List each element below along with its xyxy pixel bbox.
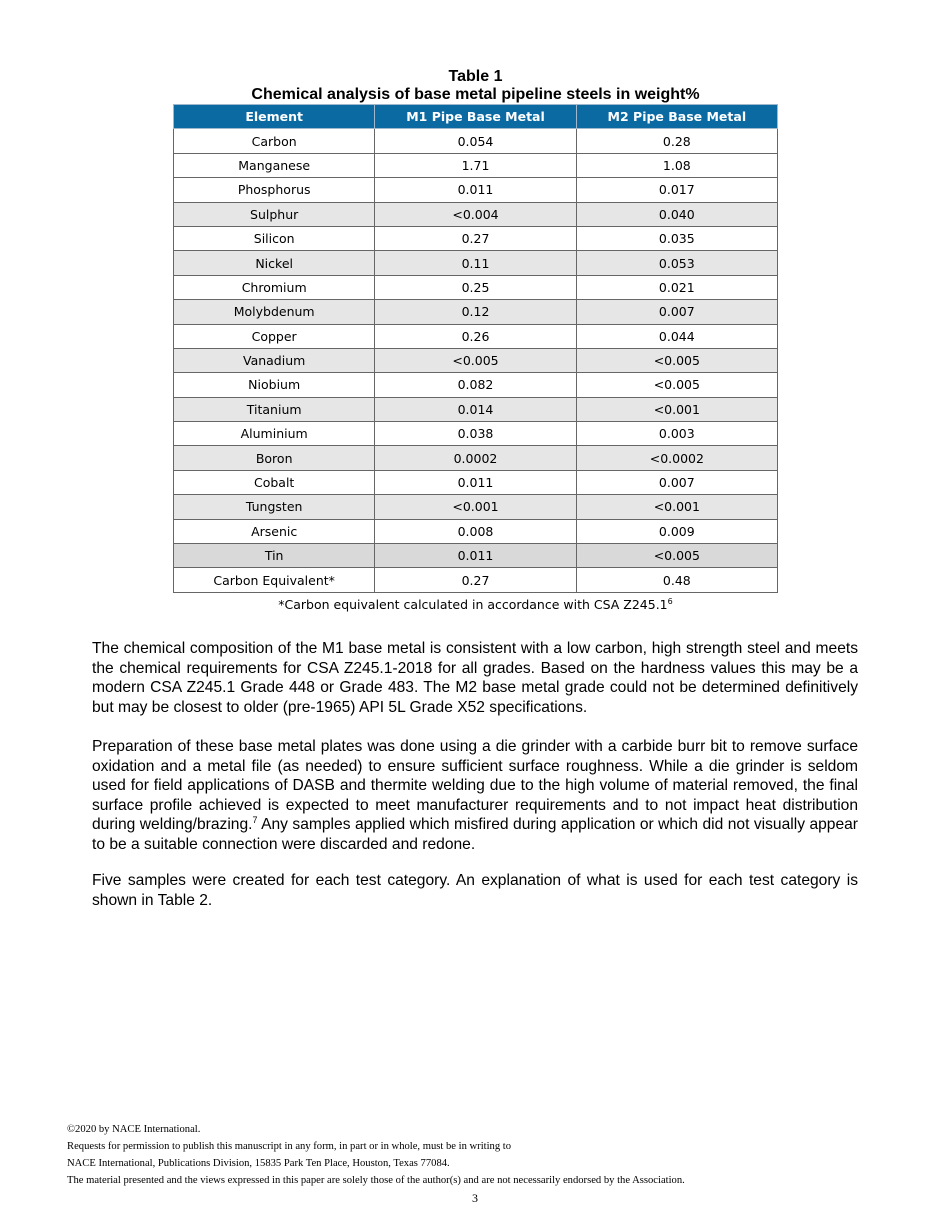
cell-element: Molybdenum [174, 300, 375, 324]
table-row [174, 544, 778, 568]
page-footer [67, 1121, 685, 1189]
cell-m2-value: 0.040 [576, 202, 777, 226]
cell-m2-value: <0.005 [576, 348, 777, 372]
cell-element: Titanium [174, 397, 375, 421]
table-row [174, 397, 778, 421]
cell-m2-value: 0.007 [576, 470, 777, 494]
cell-m1-value: 0.038 [375, 422, 576, 446]
footer-permission-line: Requests for permission to publish this manuscript in any form, in part or in whole, must be in writing to [67, 1141, 512, 1152]
table-row [174, 495, 778, 519]
table-footnote-ref: 6 [667, 597, 673, 606]
table-row [174, 446, 778, 470]
cell-element: Carbon Equivalent* [174, 568, 375, 592]
cell-m1-value: 0.011 [375, 470, 576, 494]
cell-m1-value: 0.26 [375, 324, 576, 348]
paragraph-preparation-ref: 7 [252, 814, 258, 825]
cell-m2-value: 0.003 [576, 422, 777, 446]
table-row [174, 129, 778, 153]
cell-m2-value: <0.005 [576, 544, 777, 568]
table-row [174, 178, 778, 202]
cell-element: Silicon [174, 226, 375, 250]
cell-element: Vanadium [174, 348, 375, 372]
table-row [174, 422, 778, 446]
paragraph-composition: The chemical composition of the M1 base metal is consistent with a low carbon, high strength steel and meets the chemical requirements for CSA Z245.1-2018 for all grades. Based on the hardness values this may be a modern CSA Z245.1 Grade 448 or Grade 483. The M2 base metal grade could not be determined definitively but may be closest to older (pre-1965) API 5L Grade X52 specifications. [92, 640, 858, 716]
cell-m2-value: 0.035 [576, 226, 777, 250]
table-footnote-text: *Carbon equivalent calculated in accordance with CSA Z245.1 [278, 597, 668, 613]
cell-m2-value: 0.017 [576, 178, 777, 202]
cell-m2-value: <0.001 [576, 495, 777, 519]
cell-m1-value: 0.11 [375, 251, 576, 275]
cell-m1-value: 0.011 [375, 178, 576, 202]
cell-m2-value: <0.005 [576, 373, 777, 397]
cell-element: Niobium [174, 373, 375, 397]
table-caption-number: Table 1 [448, 68, 503, 85]
table-row [174, 470, 778, 494]
paragraph-samples: Five samples were created for each test category. An explanation of what is used for each test category is shown in Table 2. [92, 872, 858, 909]
cell-m2-value: 1.08 [576, 153, 777, 177]
table-row [174, 373, 778, 397]
table-row [174, 568, 778, 592]
cell-m1-value: 0.011 [375, 544, 576, 568]
cell-m1-value: <0.004 [375, 202, 576, 226]
cell-element: Aluminium [174, 422, 375, 446]
footer-disclaimer-line: The material presented and the views expressed in this paper are solely those of the author(s) and are not necessarily endorsed by the Association. [67, 1175, 685, 1186]
cell-element: Copper [174, 324, 375, 348]
cell-m1-value: 0.27 [375, 568, 576, 592]
cell-element: Tin [174, 544, 375, 568]
table-row [174, 226, 778, 250]
table-row [174, 519, 778, 543]
cell-element: Nickel [174, 251, 375, 275]
cell-m2-value: <0.001 [576, 397, 777, 421]
chemical-analysis-table [173, 104, 778, 593]
table-caption-title: Chemical analysis of base metal pipeline steels in weight% [251, 86, 700, 103]
paragraph-preparation [92, 737, 858, 854]
table-row [174, 324, 778, 348]
header-m1: M1 Pipe Base Metal [375, 105, 576, 129]
footer-copyright: ©2020 by NACE International. [67, 1124, 201, 1135]
cell-m1-value: 0.0002 [375, 446, 576, 470]
header-element: Element [174, 105, 375, 129]
cell-element: Tungsten [174, 495, 375, 519]
cell-m2-value: 0.28 [576, 129, 777, 153]
header-m2: M2 Pipe Base Metal [576, 105, 777, 129]
cell-m2-value: 0.009 [576, 519, 777, 543]
paragraph-preparation-text-b: Any samples applied which misfired during application or which did not visually appear to be a suitable connection were discarded and redone. [92, 816, 859, 853]
cell-m2-value: 0.007 [576, 300, 777, 324]
cell-element: Sulphur [174, 202, 375, 226]
cell-element: Arsenic [174, 519, 375, 543]
cell-element: Carbon [174, 129, 375, 153]
cell-m1-value: <0.005 [375, 348, 576, 372]
cell-element: Boron [174, 446, 375, 470]
cell-element: Chromium [174, 275, 375, 299]
cell-element: Cobalt [174, 470, 375, 494]
page-number: 3 [472, 1191, 478, 1205]
cell-m1-value: 0.27 [375, 226, 576, 250]
cell-m2-value: 0.48 [576, 568, 777, 592]
cell-m1-value: 0.12 [375, 300, 576, 324]
table-header-row [174, 105, 778, 129]
cell-element: Manganese [174, 153, 375, 177]
paragraph-preparation-text-a: Preparation of these base metal plates was done using a die grinder with a carbide burr bit to remove surface oxidation and a metal file (as needed) to ensure sufficient surface roughness. While a die grinder is seldom used for field applications of DASB and thermite welding due to the high volume of material removed, the final surface profile achieved is expected to meet manufacturer requirements and to not impact heat distribution during welding/brazing. [92, 738, 858, 833]
cell-m1-value: 0.014 [375, 397, 576, 421]
cell-m1-value: 0.25 [375, 275, 576, 299]
cell-m2-value: 0.021 [576, 275, 777, 299]
table-row [174, 348, 778, 372]
cell-m2-value: 0.053 [576, 251, 777, 275]
cell-m2-value: 0.044 [576, 324, 777, 348]
cell-m1-value: <0.001 [375, 495, 576, 519]
cell-m1-value: 0.082 [375, 373, 576, 397]
cell-element: Phosphorus [174, 178, 375, 202]
table-row [174, 251, 778, 275]
table-row [174, 202, 778, 226]
cell-m1-value: 0.054 [375, 129, 576, 153]
cell-m1-value: 0.008 [375, 519, 576, 543]
table-body [174, 129, 778, 592]
table-row [174, 153, 778, 177]
table-footnote [173, 597, 778, 612]
footer-address-line: NACE International, Publications Division, 15835 Park Ten Place, Houston, Texas 77084. [67, 1158, 450, 1169]
cell-m1-value: 1.71 [375, 153, 576, 177]
table-row [174, 300, 778, 324]
table-row [174, 275, 778, 299]
cell-m2-value: <0.0002 [576, 446, 777, 470]
